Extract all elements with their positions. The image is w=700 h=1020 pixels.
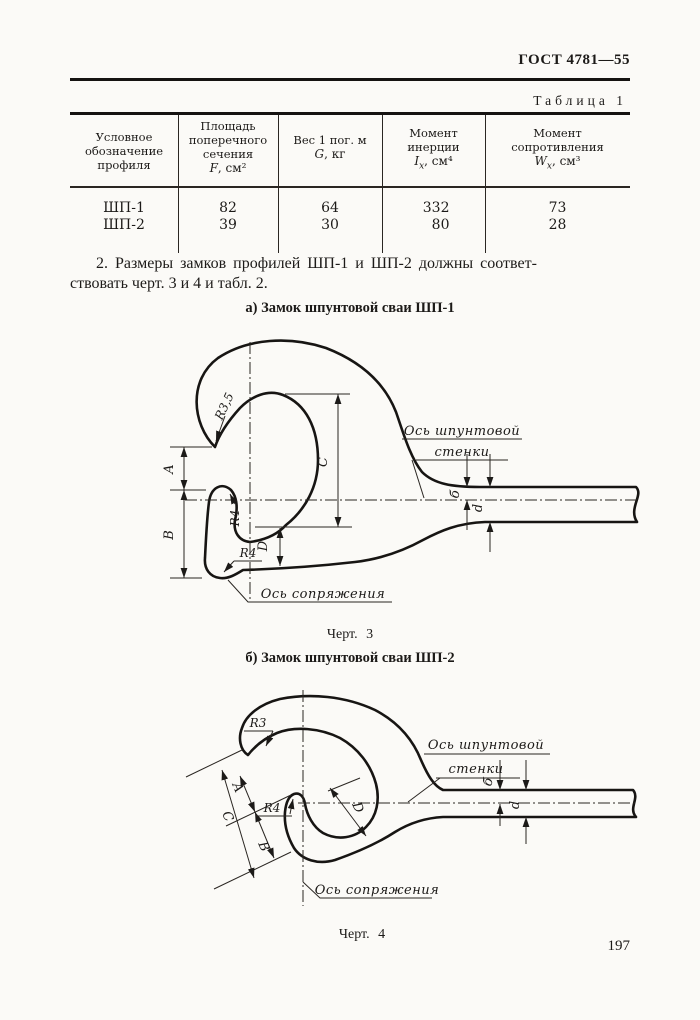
header-line: обозначение [84,143,164,158]
table-cell: 64 [321,200,339,216]
dim-label-D: D [348,799,367,816]
axis-wall-leader [408,778,440,802]
radius-leader [290,799,293,814]
dim-label-C: С [218,809,237,825]
table-cell: ШП-1 [103,200,145,216]
doc-reference: ГОСТ 4781—55 [518,52,630,68]
table-row [70,217,630,234]
profiles-table [70,112,630,253]
header-symbol: F, см² [209,161,247,176]
paragraph-line: 2. Размеры замков профилей ШП-1 и ШП-2 должны соответ- [96,255,537,272]
extension-line [186,750,360,889]
radius-label-r4: R4 [228,509,242,527]
page-number: 197 [607,938,630,954]
table-row [70,200,630,217]
axis-wall-label: стенки [434,445,490,460]
axis-wall-label: Ось шпунтовой [403,424,521,439]
dim-label-depth: d [471,503,486,513]
radius-label-r4: R4 [263,801,281,815]
dim-line-D [330,788,366,836]
figure4-number: Черт. 4 [338,927,386,942]
header-symbol: $W_x$, см³ [534,154,581,172]
header-rule [70,78,630,81]
header-line: профиля [97,157,151,172]
header-line: Момент [533,126,582,141]
column-header-weight [278,115,382,186]
header-line: инерции [407,140,460,155]
header-line: Вес 1 пог. м [293,133,367,148]
dim-label-thickness: б [447,489,464,500]
table-cell: 80 [431,217,450,233]
header-line: Площадь [200,119,256,134]
dim-label-B: В [254,839,272,854]
dim-label-depth: d [508,800,523,810]
figure3-number: Черт. 3 [326,627,374,642]
table-cell: 332 [422,200,450,216]
table-header-separator [70,186,630,188]
header-symbol: $I_x$, см⁴ [414,154,453,172]
table-caption: Таблица 1 [533,93,627,108]
axis-wall-label: стенки [448,762,504,777]
axis-coupling-label: Ось сопряжения [314,883,440,898]
dim-label-A: А [228,780,247,796]
figure3-caption: а) Замок шпунтовой сваи ШП-1 [245,300,455,316]
header-line: сопротивления [511,140,604,155]
dim-label-thickness: б [480,776,497,788]
header-line: Условное [95,129,153,144]
radius-label-r3: R3 [249,716,267,730]
header-line: поперечного [188,133,268,148]
column-header-resistance [485,115,630,186]
paragraph-line: ствовать черт. 3 и 4 и табл. 2. [70,275,268,292]
header-line: сечения [202,147,254,162]
axis-coupling-label: Ось сопряжения [260,587,386,602]
column-header-area [178,115,278,186]
figure4-caption: б) Замок шпунтовой сваи ШП-2 [245,650,455,666]
radius-leader [224,561,234,572]
dim-label-A: А [162,464,177,474]
dim-label-C: С [316,457,331,467]
radius-label-r4: R4 [239,546,257,560]
dim-label-B: В [162,530,177,540]
fig4-drawing [170,688,650,938]
table-cell: 28 [548,217,567,233]
radius-label-r35: R3,5 [212,390,237,423]
table-cell: 39 [219,217,237,233]
header-line: Момент [409,126,458,141]
table-header-row [70,115,630,186]
fig3-drawing [140,332,640,620]
header-symbol: G, кг [314,147,346,162]
table-cell: 30 [321,217,339,233]
column-header-inertia [382,115,485,186]
axis-wall-label: Ось шпунтовой [427,738,545,753]
table-cell: 82 [219,200,237,216]
dim-label-D: D [256,540,271,552]
table-cell: ШП-2 [103,217,145,233]
table-cell: 73 [548,200,567,216]
body-paragraph [70,254,630,294]
column-header-profile [70,115,178,186]
